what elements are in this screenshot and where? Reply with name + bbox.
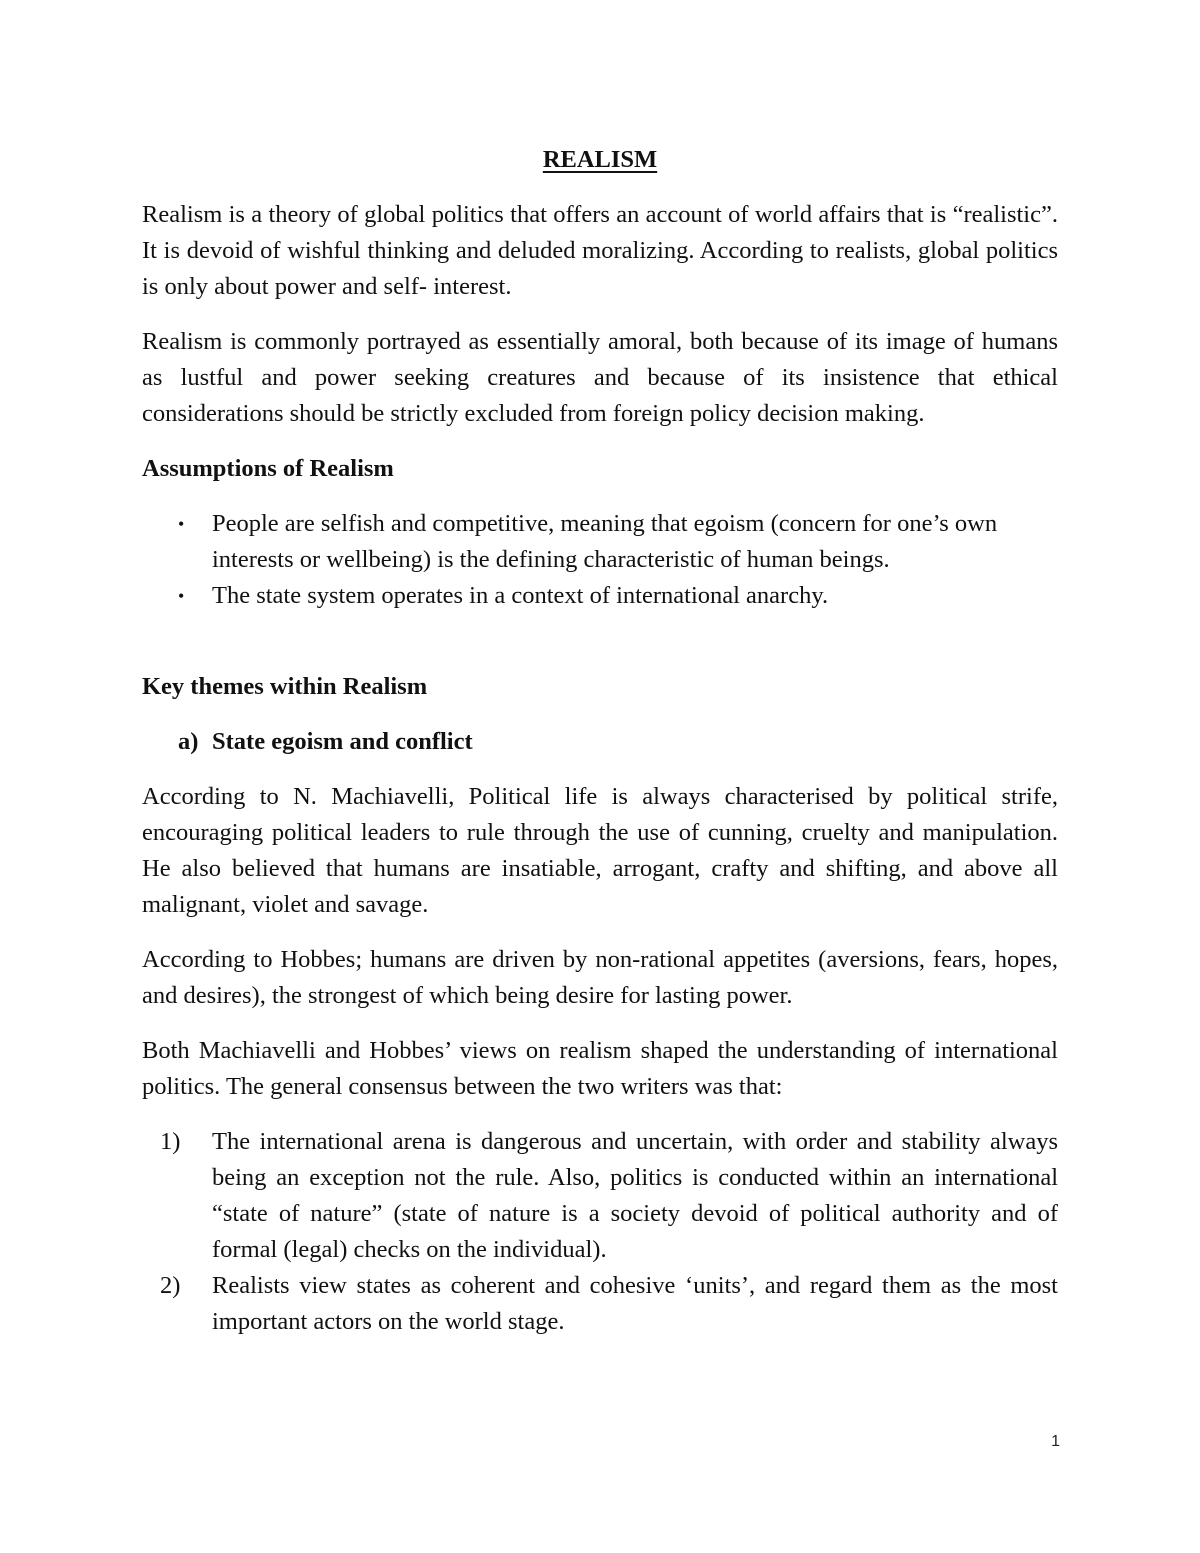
key-themes-heading: Key themes within Realism <box>142 673 428 700</box>
list-item-number: 2) <box>160 1272 181 1299</box>
assumptions-list <box>142 506 1058 614</box>
amoral-paragraph: Realism is commonly portrayed as essentially amoral, both because of its image of humans as lustful and power seeking creatures and because of its insistence that ethical considerations should be strictly excluded from foreign policy decision making. <box>142 328 1058 427</box>
assumptions-heading: Assumptions of Realism <box>142 455 394 482</box>
list-item-text: The international arena is dangerous and uncertain, with order and stability always being an exception not the rule. Also, politics is conducted within an international “state of nature” (state of nature is a society devoid of political authority and of formal (legal) checks on the individual). <box>212 1128 1058 1263</box>
consensus-list <box>142 1124 1058 1340</box>
consensus-paragraph: Both Machiavelli and Hobbes’ views on realism shaped the understanding of international politics. The general consensus between the two writers was that: <box>142 1037 1058 1100</box>
subsection-heading <box>142 724 1058 760</box>
subsection-marker: a) <box>178 728 199 755</box>
list-item-number: 1) <box>160 1128 181 1155</box>
page-content <box>142 142 1058 1340</box>
subsection-title: State egoism and conflict <box>212 728 473 755</box>
list-item-text: Realists view states as coherent and cohesive ‘units’, and regard them as the most important actors on the world stage. <box>212 1272 1058 1335</box>
document-title: REALISM <box>542 146 658 173</box>
list-item <box>142 1268 1058 1340</box>
list-item <box>142 1124 1058 1268</box>
bullet-icon: • <box>178 514 185 534</box>
intro-paragraph: Realism is a theory of global politics that offers an account of world affairs that is “realistic”. It is devoid of wishful thinking and deluded moralizing. According to realists, global politics is only about power and self- interest. <box>142 201 1058 300</box>
list-item-text: People are selfish and competitive, meaning that egoism (concern for one’s own interests or wellbeing) is the defining characteristic of human beings. <box>212 510 998 573</box>
list-item <box>142 578 1058 614</box>
list-item-text: The state system operates in a context of international anarchy. <box>212 582 829 609</box>
machiavelli-paragraph: According to N. Machiavelli, Political life is always characterised by political strife, encouraging political leaders to rule through the use of cunning, cruelty and manipulation. He also believed that humans are insatiable, arrogant, crafty and shifting, and above all malignant, violet and savage. <box>142 783 1058 918</box>
list-item <box>142 506 1058 578</box>
bullet-icon: • <box>178 586 185 606</box>
hobbes-paragraph: According to Hobbes; humans are driven by non-rational appetites (aversions, fears, hopes, and desires), the strongest of which being desire for lasting power. <box>142 946 1058 1009</box>
page-number: 1 <box>1051 1433 1060 1450</box>
